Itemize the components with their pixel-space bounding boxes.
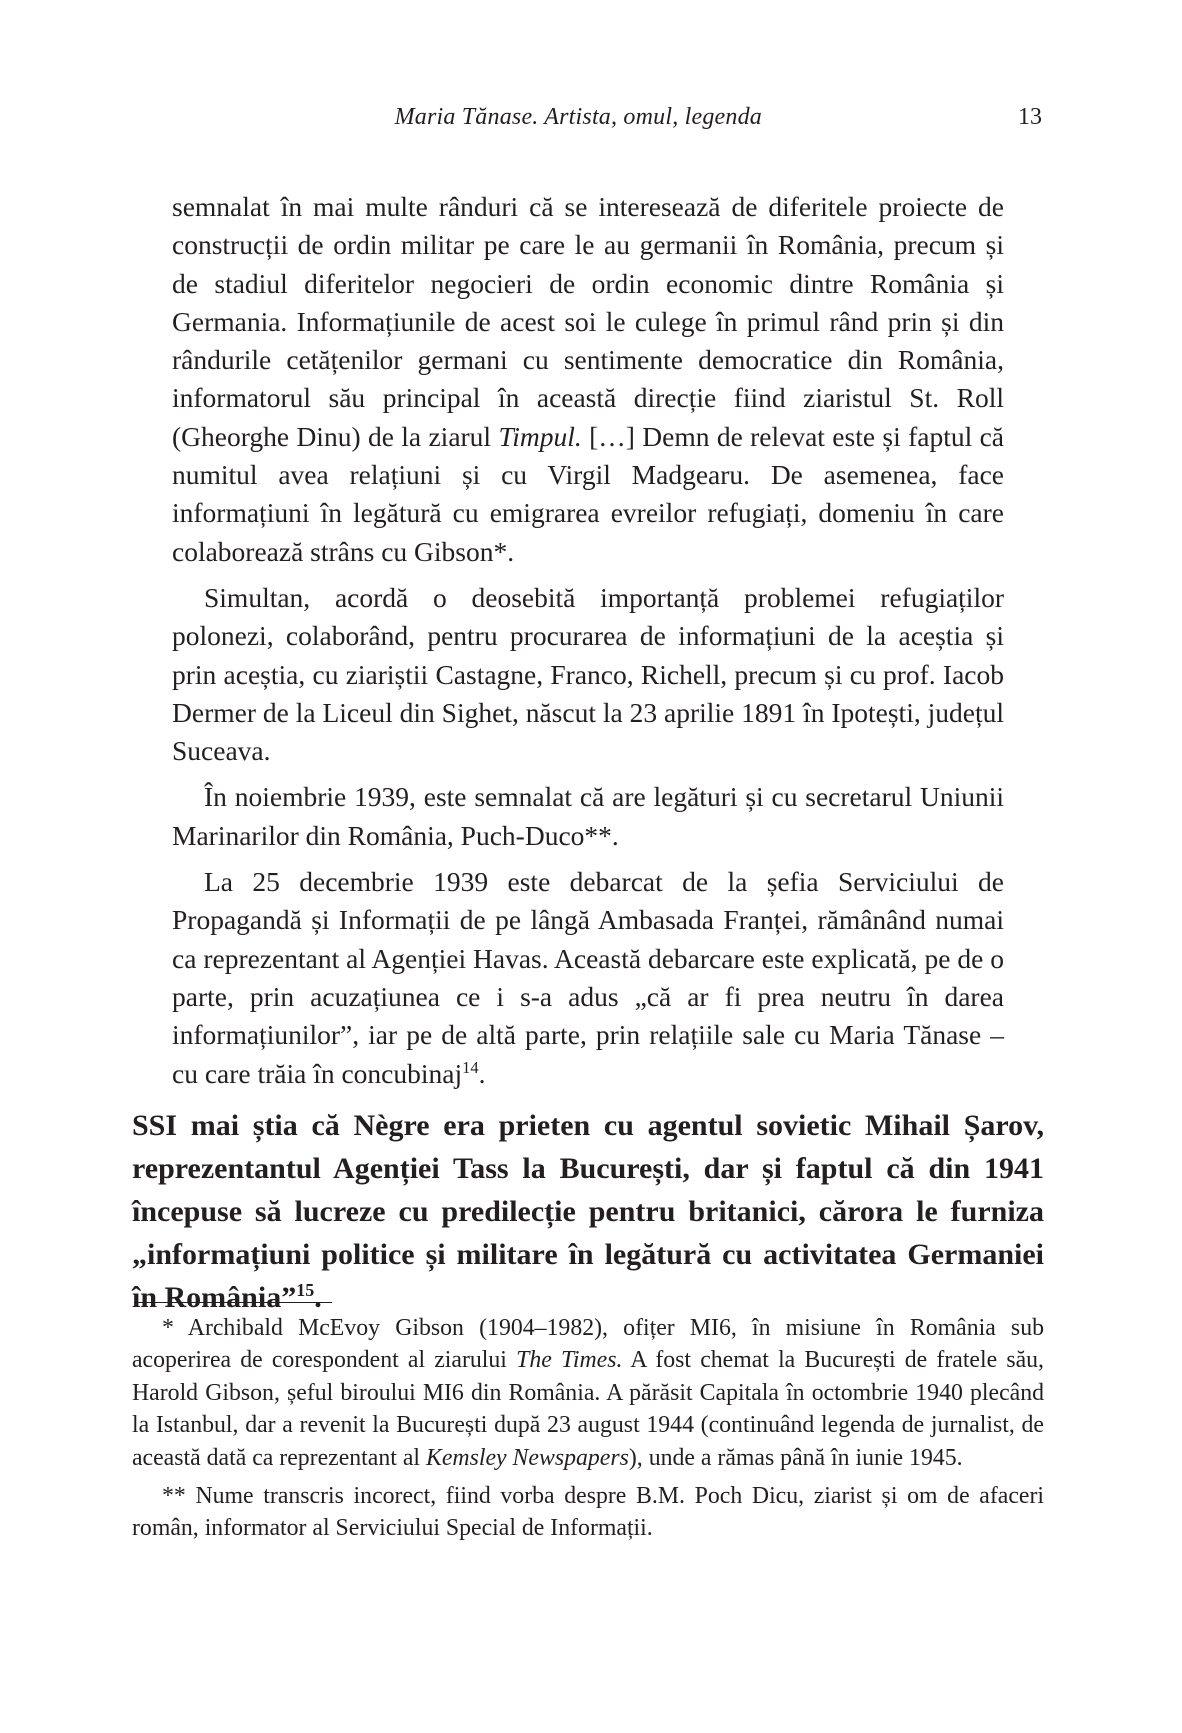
quote-paragraph-4-end: . (478, 1057, 486, 1089)
footnote-1-part-b: A fost chemat la București de fratele său, Harold Gibson, șeful biroului MI6 din România. A părăsit Capitala în octombrie 1940 plecând la Istanbul, dar a revenit la București după 23 august 1944 (continuând legenda de jurnalist, de această dată ca reprezentant al (132, 1347, 1044, 1471)
quote-paragraph-4-text: La 25 decembrie 1939 este debarcat de la șefia Serviciului de Propagandă și Informații de pe lângă Ambasada Franței, rămânând numai ca reprezentant al Agenției Havas. Această debarcare este explicată, pe de o parte, prin acuzațiunea ce i s-a adus „că ar fi prea neutru în darea informațiunilor”, iar pe de altă parte, prin relațiile sale cu Maria Tănase – cu care trăia în concubinaj (172, 866, 1004, 1089)
footnote-1-part-c: ), unde a rămas până în iunie 1945. (628, 1444, 963, 1471)
running-header (172, 104, 1042, 144)
footnote-2: ** Nume transcris incorect, fiind vorba despre B.M. Poch Dicu, ziarist și om de afaceri român, informator al Serviciului Special de Informații. (132, 1483, 1044, 1542)
bold-summary-end: . (314, 1281, 322, 1314)
quote-paragraph-3: În noiembrie 1939, este semnalat că are legături și cu secretarul Uniunii Marinarilor din România, Puch-Duco**. (172, 781, 1004, 851)
footnote-1 (132, 1312, 1044, 1474)
quote-paragraph-1-part-a: semnalat în mai multe rânduri că se interesează de diferitele proiecte de construcții de ordin militar pe care le au germanii în România, precum și de stadiul diferitelor negocieri de ordin economic dintre România și Germania. Informațiunile de acest soi le culege în primul rând prin și din rândurile cetățenilor germani cu sentimente democratice din România, informatorul său principal în această direcție fiind ziaristul St. Roll (Gheorghe Dinu) de la ziarul (172, 191, 1004, 452)
footnotes (132, 1312, 1044, 1545)
page-number: 13 (1018, 104, 1042, 130)
newspaper-title-kemsley: Kemsley Newspapers (425, 1444, 629, 1471)
footnote-1-part-a: * Archibald McEvoy Gibson (1904–1982), ofițer MI6, în misiune în România sub acoperirea de corespondent al ziarului (132, 1315, 1044, 1374)
footnote-ref-15: 15 (296, 1280, 315, 1300)
quote-paragraph-1 (172, 188, 1004, 571)
footnote-divider (134, 1302, 332, 1303)
footnote-ref-14: 14 (462, 1057, 479, 1077)
running-title: Maria Tănase. Artista, omul, legenda (394, 104, 762, 130)
bold-summary-text: SSI mai știa că Nègre era prieten cu agentul sovietic Mihail Șarov, reprezentantul Agenției Tass la București, dar și faptul că din 1941 începuse să lucreze cu predilecție pentru britanici, cărora le furniza „informațiuni politice și militare în legătură cu activitatea Germaniei în România” (132, 1109, 1044, 1314)
bold-summary-paragraph (132, 1104, 1044, 1319)
quote-paragraph-4 (172, 863, 1004, 1093)
quoted-report (172, 188, 1004, 1093)
quote-paragraph-1-part-b: […] Demn de relevat este și faptul că numitul avea relațiuni și cu Virgil Madgearu. De asemenea, face informațiuni în legătură cu emigrarea evreilor refugiați, domeniu în care colaborează strâns cu Gibson*. (172, 420, 1005, 567)
newspaper-title-the-times: The Times. (516, 1347, 623, 1374)
quote-paragraph-2: Simultan, acordă o deosebită importanță problemei refugiaților polonezi, colaborând, pentru procurarea de informațiuni de la aceștia și prin aceștia, cu ziariștii Castagne, Franco, Richell, precum și cu prof. Iacob Dermer de la Liceul din Sighet, născut la 23 aprilie 1891 în Ipotești, județul Suceava. (172, 581, 1004, 767)
newspaper-title-timpul: Timpul. (498, 420, 582, 452)
